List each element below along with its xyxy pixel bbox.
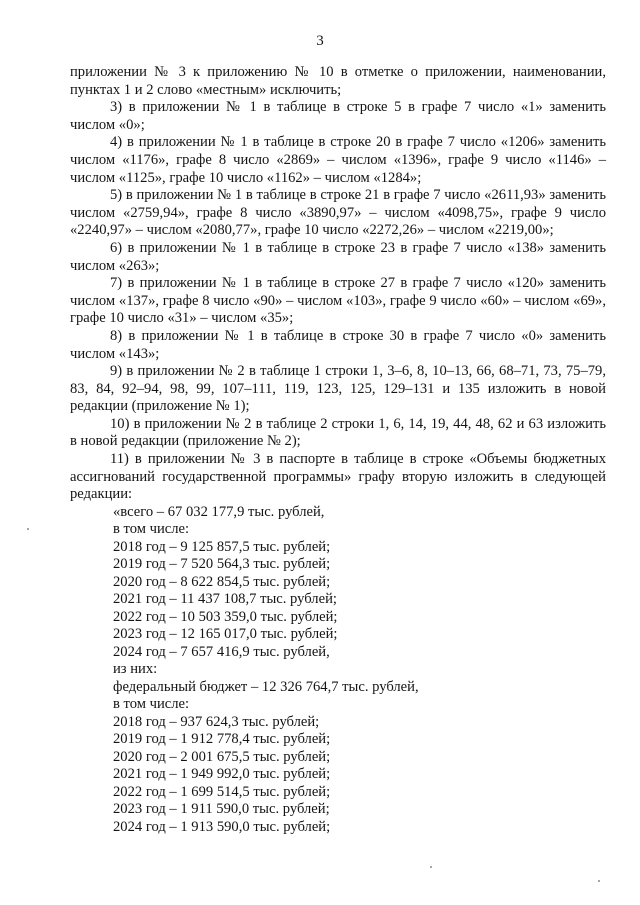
amendment-paragraph: 6) в приложении № 1 в таблице в строке 23 в графе 7 число «138» заменить числом «263»; [70,239,606,274]
amendment-paragraph: 10) в приложении № 2 в таблице 2 строки 1, 6, 14, 19, 44, 48, 62 и 63 изложить в новой редакции (приложение № 2); [70,415,606,450]
budget-line: 2018 год – 937 624,3 тыс. рублей; [113,713,320,730]
scan-speck [27,528,29,530]
document-body [70,64,606,836]
amendment-paragraph: 7) в приложении № 1 в таблице в строке 27 в графе 7 число «120» заменить числом «137», графе 8 число «90» – числом «103», графе 9 число «60» – числом «69», графе 10 число «31» – числом «35»; [70,275,606,327]
budget-allocation-block [113,504,606,837]
budget-line: «всего – 67 032 177,9 тыс. рублей, [113,503,325,520]
amendment-paragraph: 5) в приложении № 1 в таблице в строке 21 в графе 7 число «2611,93» заменить числом «2759,94», графе 8 число «3890,97» – числом «4098,75», графе 9 число «2240,97» – числом «2080,77», графе 10 число «2272,26» – числом «2219,00»; [70,187,606,239]
budget-line: 2021 год – 11 437 108,7 тыс. рублей; [113,591,337,608]
budget-line: 2023 год – 1 911 590,0 тыс. рублей; [113,801,330,818]
budget-line: 2020 год – 2 001 675,5 тыс. рублей; [113,748,331,765]
budget-line: 2024 год – 7 657 416,9 тыс. рублей, [113,643,330,660]
budget-line: в том числе: [113,696,190,713]
budget-line: 2019 год – 1 912 778,4 тыс. рублей; [113,731,331,748]
budget-line: федеральный бюджет – 12 326 764,7 тыс. рублей, [113,678,419,695]
amendment-paragraph: приложении № 3 к приложению № 10 в отметке о приложении, наименовании, пунктах 1 и 2 слово «местным» исключить; [70,64,606,98]
budget-line: в том числе: [113,521,190,538]
amendment-list [70,64,606,504]
budget-line: 2022 год – 1 699 514,5 тыс. рублей; [113,783,331,800]
budget-line: 2020 год – 8 622 854,5 тыс. рублей; [113,573,331,590]
amendment-paragraph: 3) в приложении № 1 в таблице в строке 5 в графе 7 число «1» заменить числом «0»; [70,99,606,133]
amendment-paragraph: 9) в приложении № 2 в таблице 1 строки 1, 3–6, 8, 10–13, 66, 68–71, 73, 75–79, 83, 84, 92–94, 98, 99, 107–111, 119, 123, 125, 129–131 и 135 изложить в новой редакции (приложение № 1); [70,363,606,415]
scan-speck [430,866,432,868]
page-number: 3 [316,33,324,49]
amendment-paragraph: 4) в приложении № 1 в таблице в строке 20 в графе 7 число «1206» заменить числом «1176», графе 8 число «2869» – числом «1396», графе 9 число «1146» – числом «1125», графе 10 число «1162» – числом «1284»; [70,134,606,186]
amendment-paragraph: 8) в приложении № 1 в таблице в строке 30 в графе 7 число «0» заменить числом «143»; [70,327,606,362]
budget-line: 2018 год – 9 125 857,5 тыс. рублей; [113,538,331,555]
budget-line: 2021 год – 1 949 992,0 тыс. рублей; [113,766,331,783]
amendment-paragraph: 11) в приложении № 3 в паспорте в таблице в строке «Объемы бюджетных ассигнований государственной программы» графу вторую изложить в следующей редакции: [70,451,606,503]
scan-speck [598,880,600,882]
budget-line: 2022 год – 10 503 359,0 тыс. рублей; [113,608,338,625]
budget-line: из них: [113,661,158,678]
budget-line: 2019 год – 7 520 564,3 тыс. рублей; [113,556,331,573]
budget-line: 2024 год – 1 913 590,0 тыс. рублей; [113,818,331,835]
budget-line: 2023 год – 12 165 017,0 тыс. рублей; [113,626,338,643]
